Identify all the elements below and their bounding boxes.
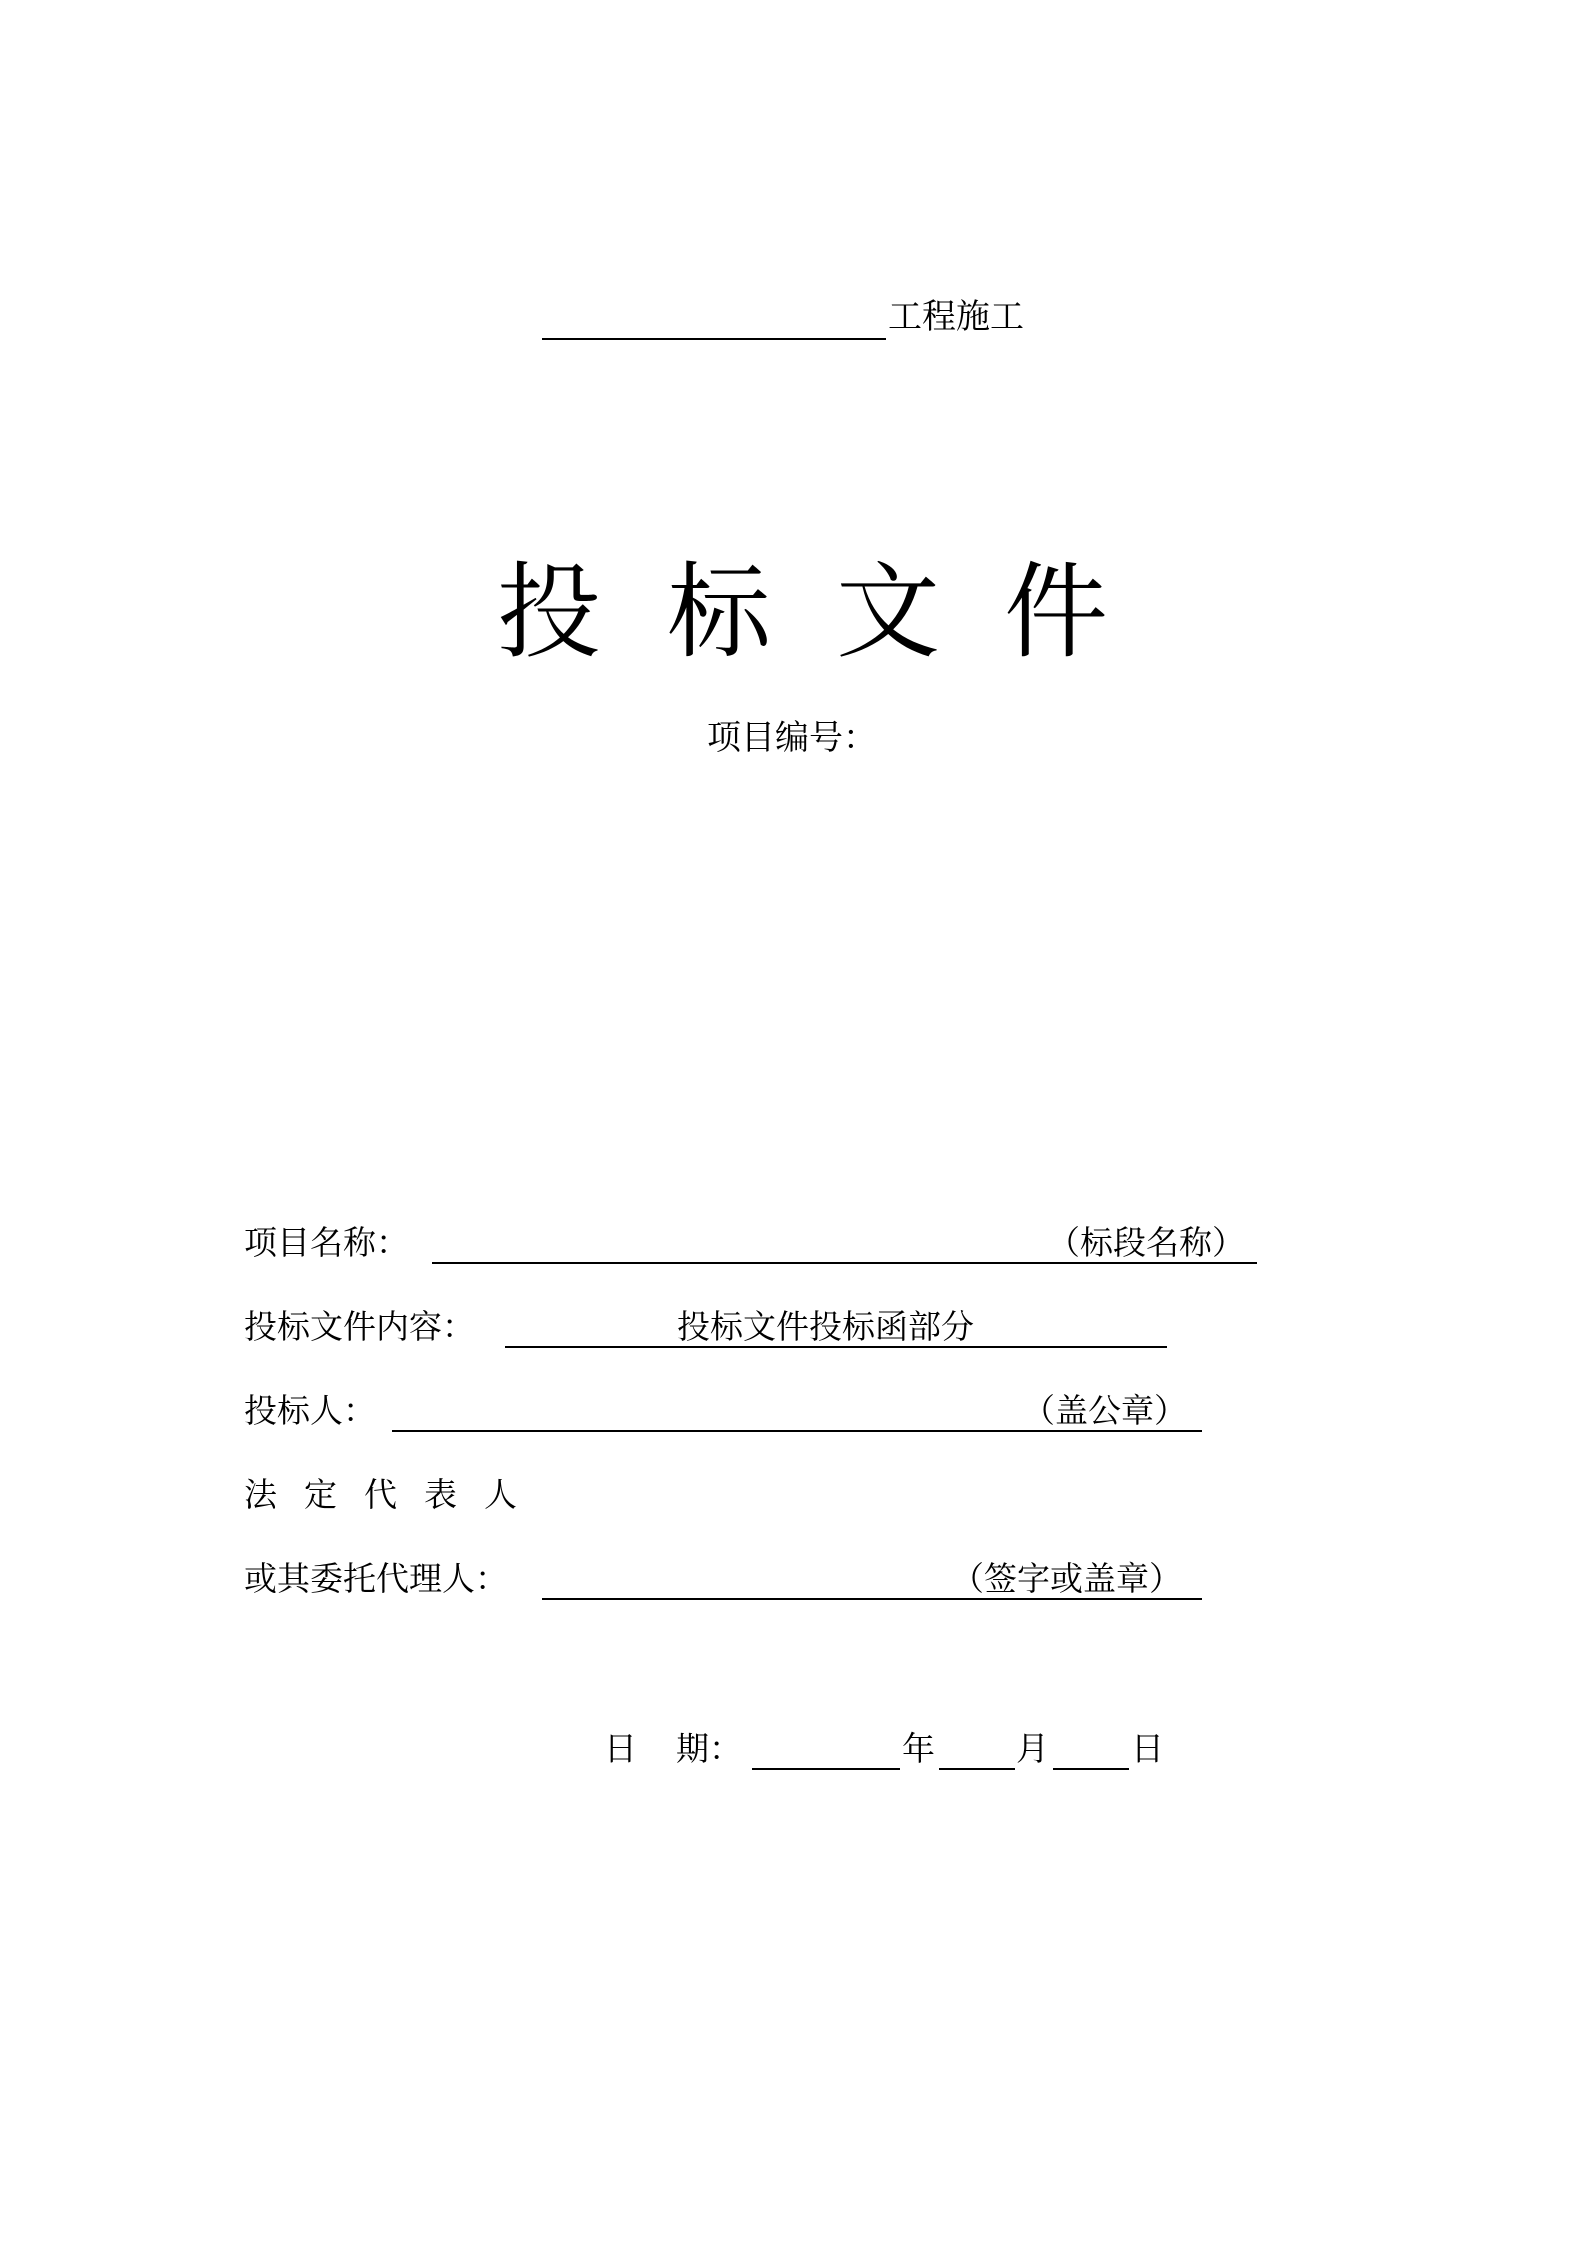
project-name-suffix: （标段名称） [1047,1223,1245,1262]
day-field-line [1053,1768,1129,1770]
agent-suffix: （签字或盖章） [951,1559,1182,1598]
agent-field-line [542,1598,1202,1600]
day-label: 日 [1131,1729,1164,1768]
title-char-1: 投 [497,551,602,673]
bidder-suffix: （盖公章） [1022,1391,1187,1430]
date-label-char-1: 日 [604,1729,637,1768]
date-label-char-2: 期： [676,1729,742,1768]
project-number-label: 项目编号： [707,718,877,758]
project-name-field-line [432,1262,1257,1264]
project-type-label: 工程施工 [888,297,1024,337]
title-char-3: 文 [836,551,941,673]
content-field-line [505,1346,1167,1348]
title-char-2: 标 [667,551,772,673]
year-label: 年 [902,1729,935,1768]
project-type-blank-line [542,338,886,340]
month-field-line [939,1768,1015,1770]
title-char-4: 件 [1004,551,1109,673]
month-label: 月 [1016,1729,1049,1768]
content-label: 投标文件内容： [244,1307,475,1346]
bidder-label: 投标人： [244,1391,376,1430]
project-name-label: 项目名称： [244,1223,409,1262]
legal-representative-label: 法定代表人 [244,1475,544,1514]
bidder-field-line [392,1430,1202,1432]
year-field-line [752,1768,900,1770]
content-value: 投标文件投标函部分 [677,1307,974,1346]
agent-label: 或其委托代理人： [244,1559,508,1598]
